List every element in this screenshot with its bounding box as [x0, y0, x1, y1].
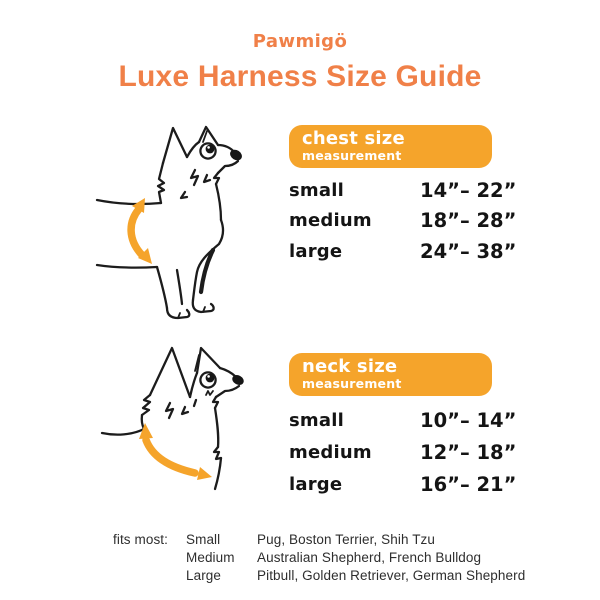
fits-most-section [113, 531, 525, 585]
dog-head-illustration [100, 345, 282, 527]
fits-breeds: Australian Shepherd, French Bulldog [257, 550, 482, 565]
table-row [289, 236, 517, 267]
size-value: 18”– 28” [420, 209, 517, 233]
badge-title: chest size [302, 128, 405, 149]
dog-side-illustration [95, 112, 291, 338]
fits-size: Large [186, 568, 222, 583]
size-label: medium [289, 210, 372, 232]
fits-most-label: fits most: [113, 532, 169, 547]
chest-measure-arrow-icon [131, 198, 152, 264]
table-row [289, 206, 517, 237]
neck-measure-arrow-icon [139, 423, 212, 480]
fits-most-label-column [113, 531, 186, 585]
fits-breeds: Pug, Boston Terrier, Shih Tzu [257, 532, 435, 547]
page-title: Luxe Harness Size Guide [118, 60, 482, 93]
fits-size: Small [186, 532, 221, 547]
fits-size: Medium [186, 550, 235, 565]
brand-logo: Pawmigö [252, 31, 348, 52]
size-label: large [289, 473, 343, 495]
size-value: 24”– 38” [420, 239, 517, 263]
size-value: 16”– 21” [420, 472, 517, 496]
size-label: small [289, 179, 344, 201]
fits-most-size-column [186, 531, 257, 585]
size-label: medium [289, 441, 372, 463]
size-label: small [289, 409, 344, 431]
badge-title: neck size [302, 356, 398, 377]
chest-size-badge [289, 125, 492, 168]
table-row [289, 175, 517, 206]
neck-size-badge [289, 353, 492, 396]
table-row [289, 436, 517, 468]
size-value: 10”– 14” [420, 408, 517, 432]
size-value: 14”– 22” [420, 178, 517, 202]
chest-size-table [289, 175, 517, 267]
table-row [289, 468, 517, 500]
fits-most-breeds-column [257, 531, 525, 585]
fits-breeds: Pitbull, Golden Retriever, German Shepherd [257, 568, 526, 583]
size-value: 12”– 18” [420, 440, 517, 464]
neck-size-table [289, 404, 517, 500]
badge-subtitle: measurement [302, 376, 402, 391]
table-row [289, 404, 517, 436]
size-label: large [289, 240, 343, 262]
badge-subtitle: measurement [302, 148, 402, 163]
